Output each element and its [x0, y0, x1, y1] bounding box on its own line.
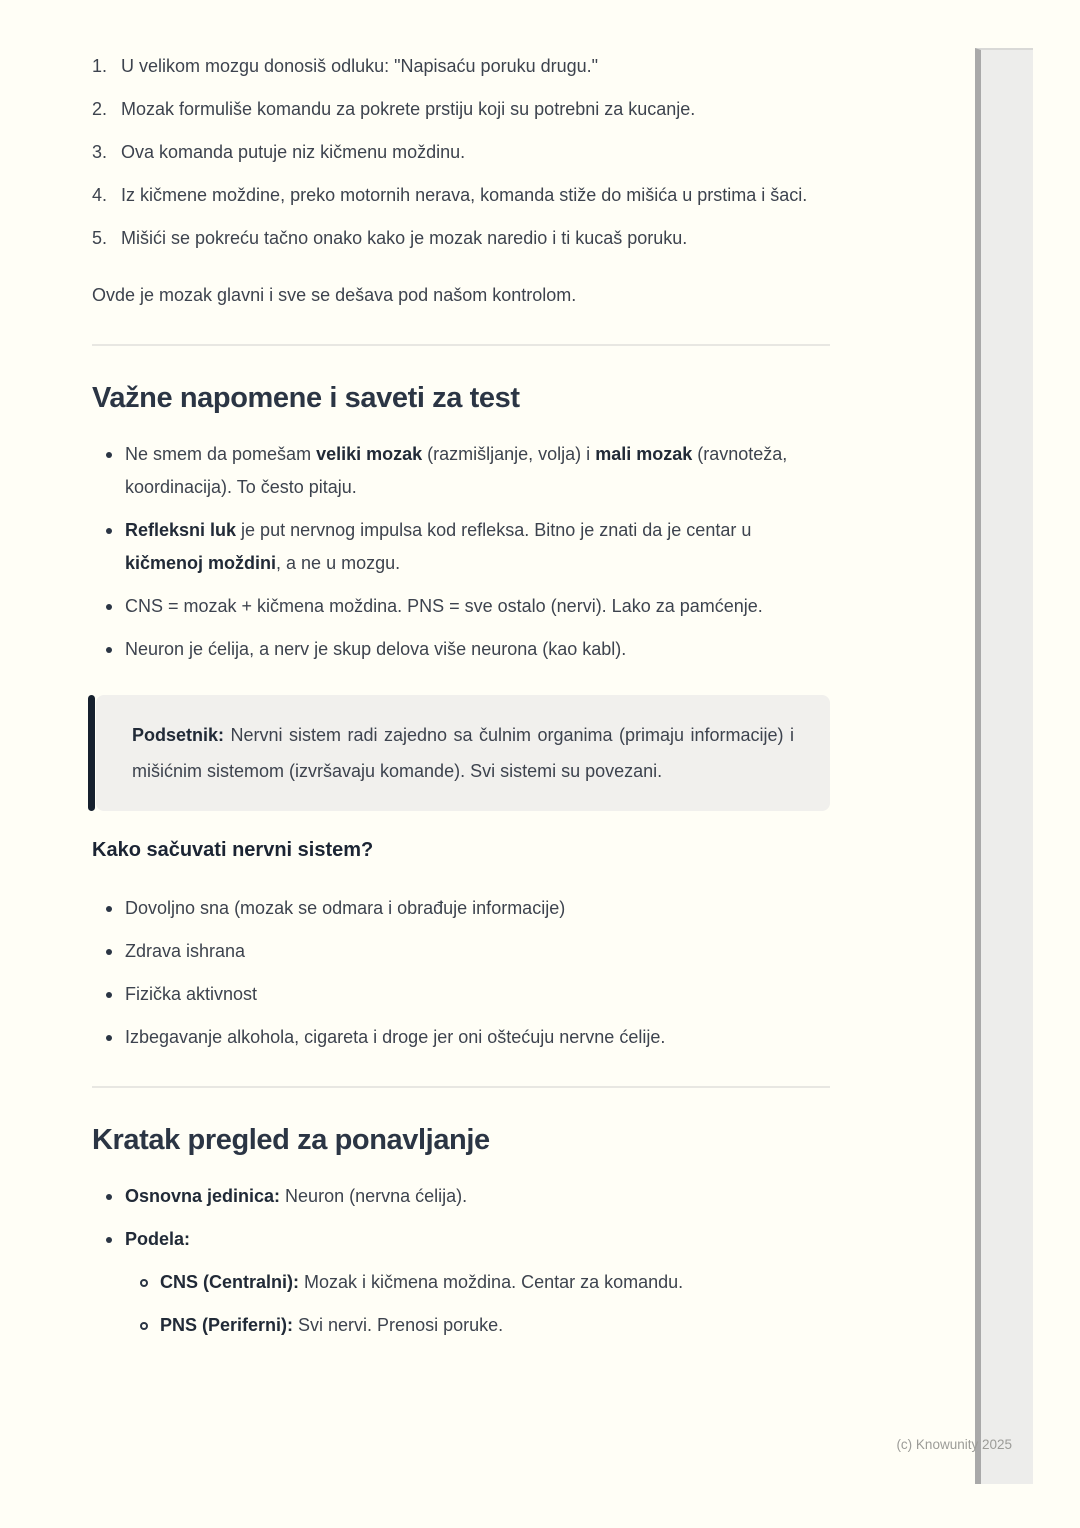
list-item-text: PNS (Periferni): Svi nervi. Prenosi poruke. — [160, 1315, 504, 1335]
list-item-text: Osnovna jedinica: Neuron (nervna ćelija). — [125, 1186, 468, 1206]
list-item — [92, 136, 830, 169]
callout-text: Nervni sistem radi zajedno sa čulnim organima (primaju informacije) i mišićnim sistemom (izvršavaju komande). Svi sistemi su povezani. — [132, 725, 794, 781]
list-item — [92, 892, 830, 925]
list-item-text: Mišići se pokreću tačno onako kako je mozak naredio i ti kucaš poruku. — [121, 228, 688, 248]
list-item — [92, 633, 830, 666]
review-list — [92, 1180, 830, 1342]
bullet-marker — [106, 906, 112, 912]
preserve-list — [92, 892, 830, 1054]
list-item-text: CNS = mozak + kičmena moždina. PNS = sve ostalo (nervi). Lako za pamćenje. — [125, 596, 763, 616]
list-item — [92, 978, 830, 1011]
copyright-watermark: (c) Knowunity 2025 — [896, 1437, 1012, 1452]
sub-bullet-marker — [140, 1279, 148, 1287]
list-item — [92, 935, 830, 968]
list-item-text: Refleksni luk je put nervnog impulsa kod refleksa. Bitno je znati da je centar u kičmenoj moždini, a ne u mozgu. — [125, 520, 752, 573]
list-item-number: 5. — [92, 228, 108, 248]
bullet-marker — [106, 1237, 112, 1243]
bullet-marker — [106, 992, 112, 998]
section-divider — [92, 344, 830, 346]
list-item-text: Ne smem da pomešam veliki mozak (razmišljanje, volja) i mali mozak (ravnoteža, koordinacija). To često pitaju. — [125, 444, 788, 497]
list-item-number: 3. — [92, 142, 108, 162]
list-item-text: Zdrava ishrana — [125, 941, 246, 961]
list-item-text: Fizička aktivnost — [125, 984, 258, 1004]
list-item-text: Podela: — [125, 1229, 191, 1249]
bullet-marker — [106, 1194, 112, 1200]
bullet-marker — [106, 528, 112, 534]
list-item — [92, 1021, 830, 1054]
list-item — [92, 1309, 830, 1342]
subsection-title-preserve: Kako sačuvati nervni sistem? — [92, 839, 374, 861]
callout-accent-bar — [88, 695, 95, 811]
bullet-marker — [106, 452, 112, 458]
section-divider — [92, 1086, 830, 1088]
callout-label: Podsetnik: — [132, 725, 225, 745]
bullet-marker — [106, 1035, 112, 1041]
list-item-text: Neuron je ćelija, a nerv je skup delova više neurona (kao kabl). — [125, 639, 627, 659]
sub-bullet-marker — [140, 1322, 148, 1330]
list-item — [92, 590, 830, 623]
list-item-text: Mozak formuliše komandu za pokrete prstiju koji su potrebni za kucanje. — [121, 99, 696, 119]
list-item — [92, 1266, 830, 1299]
list-item — [92, 179, 830, 212]
list-item-text: Ova komanda putuje niz kičmenu moždinu. — [121, 142, 466, 162]
reminder-callout — [88, 695, 830, 811]
bullet-marker — [106, 949, 112, 955]
section-title-review: Kratak pregled za ponavljanje — [92, 1124, 490, 1156]
list-item-text: CNS (Centralni): Mozak i kičmena moždina. Centar za komandu. — [160, 1272, 684, 1292]
list-item-number: 1. — [92, 56, 108, 76]
list-item-text: Izbegavanje alkohola, cigareta i droge jer oni oštećuju nervne ćelije. — [125, 1027, 666, 1047]
scrollbar-thumb[interactable] — [975, 50, 981, 1484]
section-title-test-tips: Važne napomene i saveti za test — [92, 382, 520, 414]
list-item-number: 4. — [92, 185, 108, 205]
list-item — [92, 1223, 830, 1256]
list-item — [92, 50, 830, 83]
numbered-step-list — [92, 50, 830, 255]
bullet-marker — [106, 647, 112, 653]
list-item-text: Dovoljno sna (mozak se odmara i obrađuje informacije) — [125, 898, 566, 918]
callout-body — [96, 695, 830, 811]
list-item — [92, 438, 830, 504]
test-tips-list — [92, 438, 830, 666]
intro-note-paragraph: Ovde je mozak glavni i sve se dešava pod našom kontrolom. — [92, 285, 577, 305]
document-content — [92, 0, 830, 1352]
scrollbar-track[interactable] — [975, 48, 1033, 1484]
list-item — [92, 1180, 830, 1213]
list-item-text: U velikom mozgu donosiš odluku: "Napisaću poruku drugu." — [121, 56, 599, 76]
list-item — [92, 93, 830, 126]
list-item-text: Iz kičmene moždine, preko motornih nerava, komanda stiže do mišića u prstima i šaci. — [121, 185, 808, 205]
list-item — [92, 514, 830, 580]
list-item — [92, 222, 830, 255]
bullet-marker — [106, 604, 112, 610]
review-sub-list — [92, 1266, 830, 1342]
list-item-number: 2. — [92, 99, 108, 119]
